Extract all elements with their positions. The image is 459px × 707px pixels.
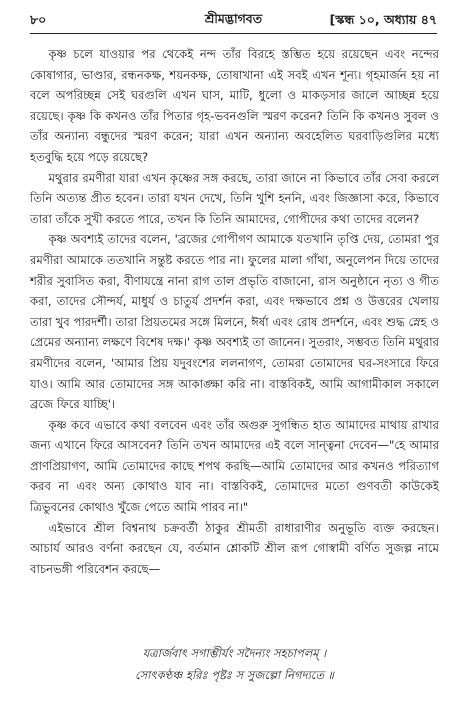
- paragraph: কৃষ্ণ অবশ্যই তাদের বলেন, 'ব্রজের গোপীগণ আমাকে যতখানি তৃপ্তি দেয়, তোমরা পুর রমণীরা আমাকে ততখানি সন্তুষ্ট করতে পার না। ফুলের মালা গাঁথা, অনুলেপন দিয়ে তাদের শরীর সুবাসিত করা, বীণাযন্ত্রে নানা রাগ তাল প্রভৃতি বাজানো, রাস অনুষ্ঠানে নৃত্য ও গীত করা, তাদের সৌন্দর্য, মাধুর্য ও চাতুর্য প্রদর্শন করা, এবং দক্ষভাবে প্রশ্ন ও উত্তরের খেলায় তারা খুব পারদর্শী। তারা প্রিয়তমের সঙ্গে মিলনে, ঈর্ষা এবং রোষ প্রদর্শনে, এবং শুদ্ধ স্নেহ ও প্রেমের অন্যান্য লক্ষণে বিশেষ দক্ষ।' কৃষ্ণ অবশ্যই তা জানেন। সুতরাং, সম্ভবত তিনি মথুরার রমণীদের বলেন, 'আমার প্রিয় যদুবংশের ললনাগণ, তোমরা তোমাদের ঘর-সংসারে ফিরে যাও। আমি আর তোমাদের সঙ্গ আকাঙ্ক্ষা করি না। বাস্তবিকই, আমি আগামীকাল সকালে ব্রজে ফিরে যাচ্ছি'।: [30, 232, 439, 412]
- section-reference: [স্কন্ধ ১০, অধ্যায় ৪৭: [329, 12, 437, 27]
- paragraph: কৃষ্ণ চলে যাওয়ার পর থেকেই নন্দ তাঁর বিরহে স্তম্ভিত হয়ে রয়েছেন এবং নন্দের কোষাগার, ভাণ্ডার, রন্ধনকক্ষ, শয়নকক্ষ, তোষাখানা এই সবই এখন শূন্য। গৃহমার্জন হয় না বলে অপরিচ্ছন্ন সেই ঘরগুলি এখন ঘাস, মাটি, ধুলো ও মাকড়সার জালে আচ্ছন্ন হয়ে রয়েছে। কৃষ্ণ কি কখনও তাঁর পিতার গৃহ-ভবনগুলি স্মরণ করেন? তিনি কি কখনও সুবল ও তাঁর অন্যান্য বন্ধুদের স্মরণ করেন; যারা এখন অন্যান্য অবহেলিত ঘরবাড়িগুলির মধ্যে হতবুদ্ধি হয়ে পড়ে রয়েছে?: [30, 47, 439, 164]
- header-divider: [30, 33, 437, 34]
- verse-block: [30, 642, 439, 686]
- verse-line: যত্রার্জবাৎ সগাম্ভীর্যং সদৈন্যং সহচাপলম্ ।: [142, 646, 327, 660]
- page-number: ৮০: [30, 12, 47, 27]
- paragraph: মথুরার রমণীরা যারা এখন কৃষ্ণের সঙ্গ করছে, তারা জানে না কিভাবে তাঁর সেবা করলে তিনি অত্যন্ত প্রীত হবেন। তারা যখন দেখে, তিনি খুশি হননি, এবং জিজ্ঞাসা করে, কিভাবে তারা তাঁকে সুখী করতে পারে, তখন কি তিনি আমাদের, গোপীদের কথা তাদের বলেন?: [30, 170, 439, 226]
- page-header: [30, 8, 437, 34]
- verse-line: সোৎকণ্ঠঞ্চ হরিঃ পৃষ্টঃ স সুজল্পো নিগদ্যতে ॥: [135, 668, 334, 682]
- paragraph: কৃষ্ণ কবে এভাবে কথা বলবেন এবং তাঁর অগুরু সুগন্ধিত হাত আমাদের মাথায় রাখার জন্য এখানে ফিরে আসবেন? তিনি তখন আমাদের এই বলে সান্ত্বনা দেবেন—"হে আমার প্রাণপ্রিয়াগণ, আমি তোমাদের কাছে শপথ করছি—আমি তোমাদের আর কখনও পরিত্যাগ করব না এবং অন্য কোথাও যাব না। বাস্তবিকই, তোমাদের মতো গুণবতী কাউকেই ত্রিভুবনের কোথাও খুঁজে পেতে আমি পারব না।": [30, 417, 439, 515]
- book-title: শ্রীমদ্ভাগবত: [204, 11, 263, 26]
- paragraph: এইভাবে শ্রীল বিশ্বনাথ চক্রবর্তী ঠাকুর শ্রীমতী রাধারাণীর অনুভূতি ব্যক্ত করছেন। আচার্য আরও বর্ণনা করছেন যে, বর্তমান শ্লোকটি শ্রীল রূপ গোস্বামী বর্ণিত সুজল্প নামে বাচনভঙ্গী পরিবেশন করছে—: [30, 520, 439, 576]
- body-text: [30, 44, 439, 579]
